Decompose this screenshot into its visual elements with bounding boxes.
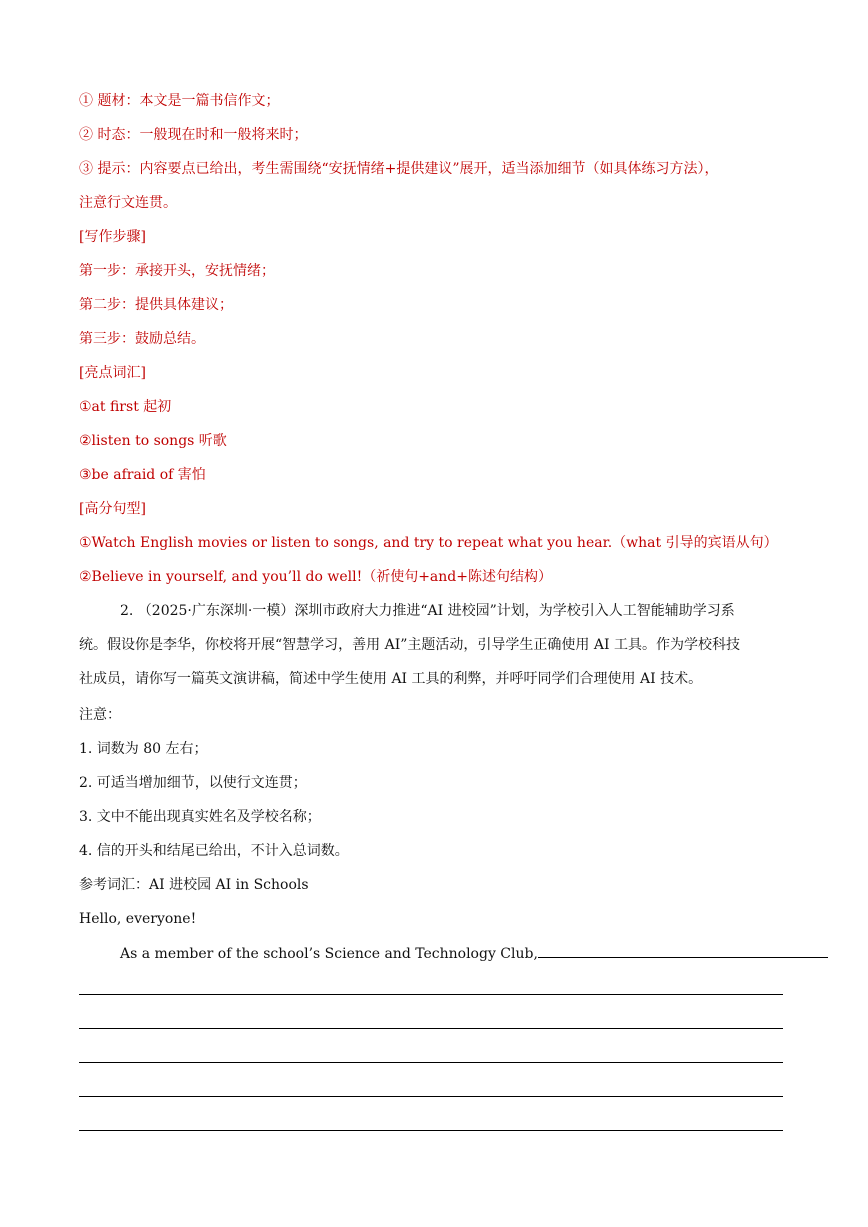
answer-line-5[interactable] [79,1130,783,1131]
opening-sentence: As a member of the school’s Science and Technology Club, [120,946,538,962]
notice-4: 4. 信的开头和结尾已给出，不计入总词数。 [79,843,349,859]
reference-vocab: 参考词汇：AI 进校园 AI in Schools [79,877,309,893]
question-line-3: 社成员，请你写一篇英文演讲稿，简述中学生使用 AI 工具的利弊，并呼吁同学们合理使用 AI 技术。 [79,671,703,687]
answer-blank-inline[interactable] [538,943,828,958]
vocab-item-3: ③be afraid of 害怕 [79,467,206,483]
step-1: 第一步：承接开头，安抚情绪； [79,263,275,279]
question-line-1: 2. （2025·广东深圳·一模）深圳市政府大力推进“AI 进校园”计划，为学校引入人工智能辅助学习系 [120,603,735,619]
question-line-2: 统。假设你是李华，你校将开展“智慧学习，善用 AI”主题活动，引导学生正确使用 AI 工具。作为学校科技 [79,637,740,653]
notice-3: 3. 文中不能出现真实姓名及学校名称； [79,809,321,825]
step-2: 第二步：提供具体建议； [79,297,233,313]
answer-line-2[interactable] [79,1028,783,1029]
vocab-heading: [亮点词汇] [79,365,146,381]
answer-line-4[interactable] [79,1096,783,1097]
vocab-item-1: ①at first 起初 [79,399,172,415]
analysis-note-2: ② 时态：一般现在时和一般将来时； [79,127,308,143]
vocab-item-2: ②listen to songs 听歌 [79,433,227,449]
notice-heading: 注意： [79,707,121,723]
steps-heading: [写作步骤] [79,229,146,245]
analysis-note-1: ① 题材：本文是一篇书信作文； [79,93,280,109]
sentence-2: ②Believe in yourself, and you’ll do well!（祈使句+and+陈述句结构） [79,569,552,585]
greeting: Hello, everyone! [79,911,197,927]
answer-line-3[interactable] [79,1062,783,1063]
notice-1: 1. 词数为 80 左右； [79,741,208,757]
step-3: 第三步：鼓励总结。 [79,331,205,347]
answer-line-1[interactable] [79,994,783,995]
analysis-note-4: 注意行文连贯。 [79,195,177,211]
analysis-note-3: ③ 提示：内容要点已给出，考生需围绕“安抚情绪+提供建议”展开，适当添加细节（如具体练习方法）， [79,161,719,177]
sentences-heading: [高分句型] [79,501,146,517]
notice-2: 2. 可适当增加细节，以使行文连贯； [79,775,307,791]
sentence-1: ①Watch English movies or listen to songs, and try to repeat what you hear.（what 引导的宾语从句） [79,535,778,551]
opening-line [120,943,828,964]
